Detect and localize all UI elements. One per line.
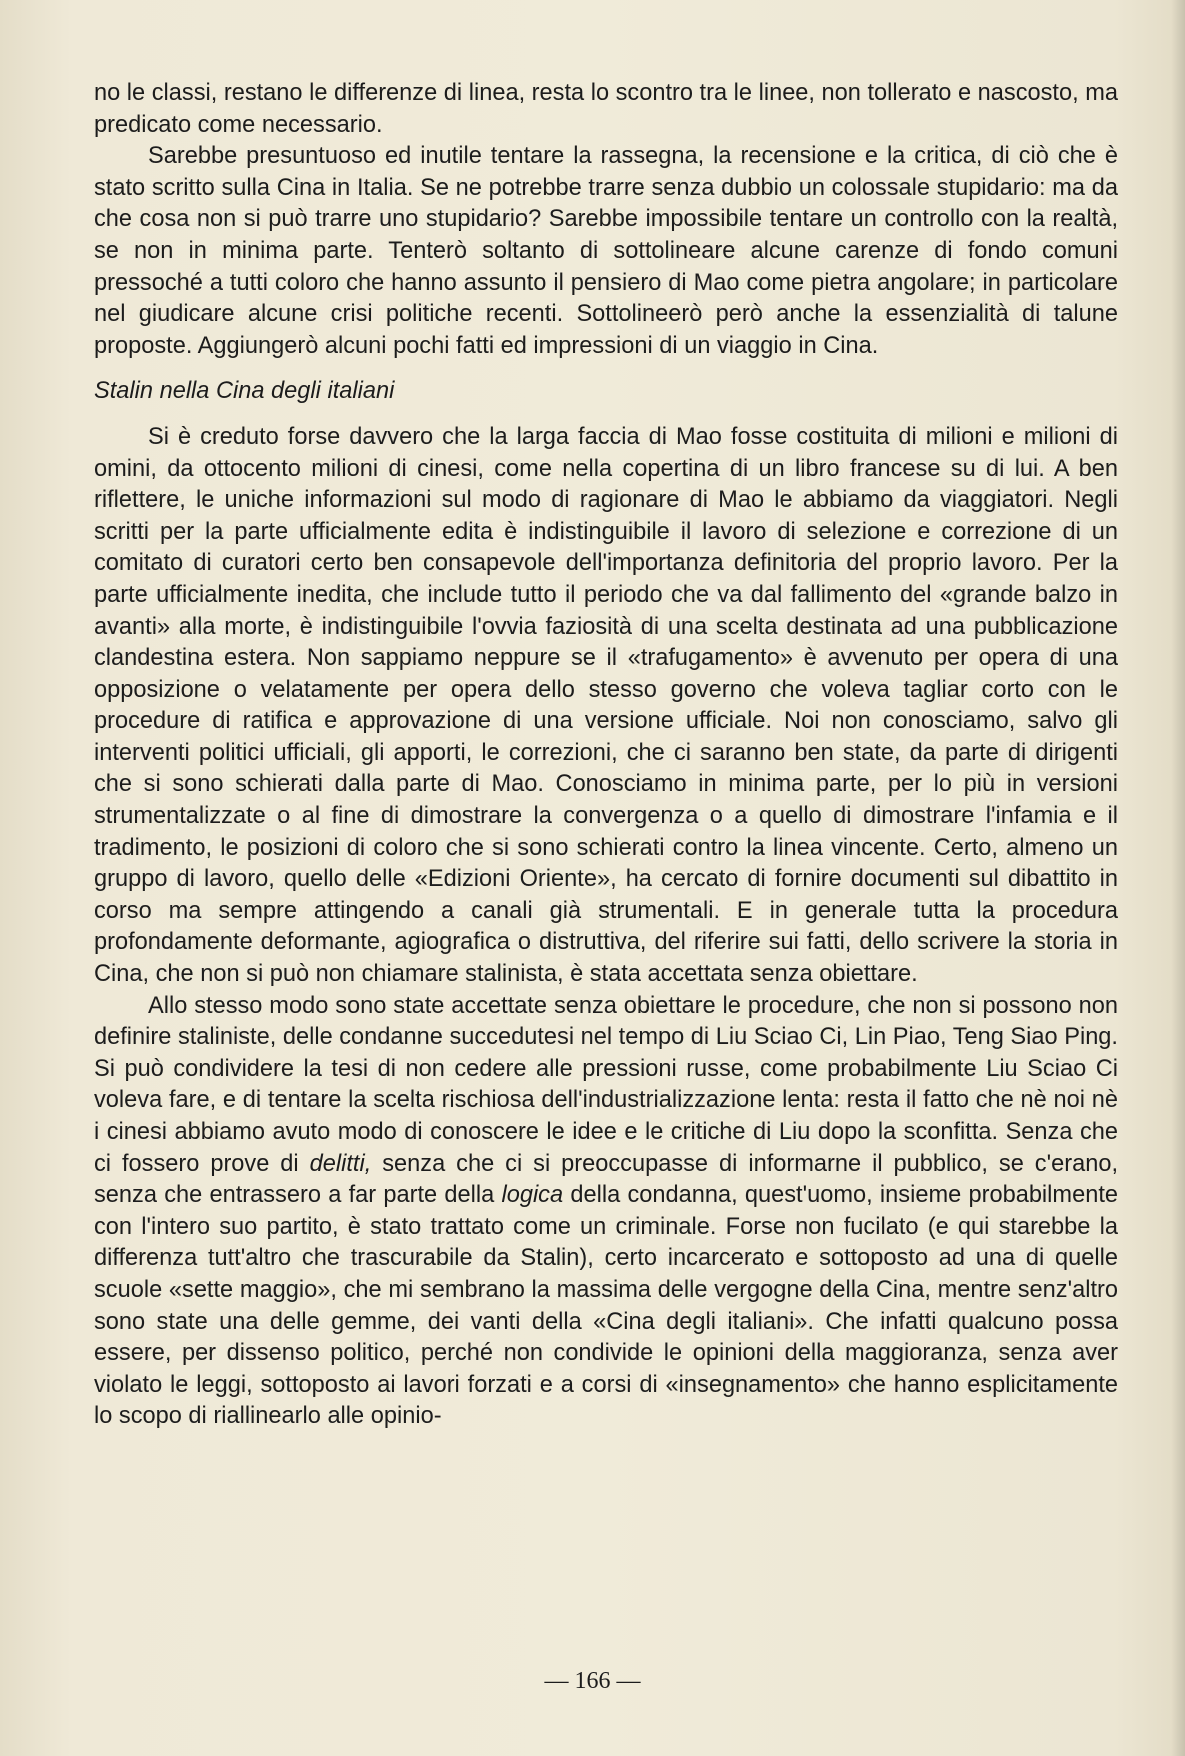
body-text bbox=[94, 78, 1118, 1433]
paragraph bbox=[94, 991, 1118, 1433]
emphasis-text: logica bbox=[501, 1182, 564, 1209]
page-number: — 166 — bbox=[544, 1668, 641, 1694]
paragraph-text: della condanna, quest'uomo, insieme probabilmente con l'intero suo partito, è stato trattato come un criminale. Forse non fucilato (e qui starebbe la differenza tutt'altro che trascurabile da Stalin), certo incarcerato e sottoposto ad una di quelle scuole «sette maggio», che mi sembrano la massima delle vergogne della Cina, mentre senz'altro sono state una delle gemme, dei vanti della «Cina degli italiani». Che infatti qualcuno possa essere, per dissenso politico, perché non condivide le opinioni della maggioranza, senza aver violato le leggi, sottoposto ai lavori forzati e a corsi di «insegnamento» che hanno esplicitamente lo scopo di riallinearlo alle opinio- bbox=[94, 1182, 1118, 1430]
emphasis-text: delitti, bbox=[309, 1150, 372, 1177]
paragraph: Si è creduto forse davvero che la larga faccia di Mao fosse costituita di milioni e milioni di omini, da ottocento milioni di cinesi, come nella copertina di un libro francese su di lui. A ben riflettere, le uniche informazioni sul modo di ragionare di Mao le abbiamo da viaggiatori. Negli scritti per la parte ufficialmente edita è indistinguibile il lavoro di selezione e correzione di un comitato di curatori certo ben consapevole dell'importanza definitoria del proprio lavoro. Per la parte ufficialmente inedita, che include tutto il periodo che va dal fallimento del «grande balzo in avanti» alla morte, è indistinguibile l'ovvia faziosità di una scelta destinata ad una pubblicazione clandestina estera. Non sappiamo neppure se il «trafugamento» è avvenuto per opera di una opposizione o velatamente per opera dello stesso governo che voleva tagliar corto con le procedure di ratifica e approvazione di una versione ufficiale. Noi non conosciamo, salvo gli interventi politici ufficiali, gli apporti, le correzioni, che ci saranno ben state, da parte di dirigenti che si sono schierati dalla parte di Mao. Conosciamo in minima parte, per lo più in versioni strumentalizzate o al fine di dimostrare la convergenza o a quello di dimostrare l'infamia e il tradimento, le posizioni di coloro che si sono schierati contro la linea vincente. Certo, almeno un gruppo di lavoro, quello delle «Edizioni Oriente», ha cercato di fornire documenti sul dibattito in corso ma sempre attingendo a canali già strumentali. E in generale tutta la procedura profondamente deformante, agiografica o distruttiva, del riferire sui fatti, dello scrivere la storia in Cina, che non si può non chiamare stalinista, è stata accettata senza obiettare. bbox=[94, 423, 1118, 988]
section-heading: Stalin nella Cina degli italiani bbox=[94, 378, 395, 405]
paragraph-continuation: no le classi, restano le differenze di linea, resta lo scontro tra le linee, non tollerato e nascosto, ma predicato come necessario. bbox=[94, 80, 1118, 138]
paragraph-text: Allo stesso modo sono state accettate senza obiettare le procedure, che non si possono non definire staliniste, delle condanne succedutesi nel tempo di Liu Sciao Ci, Lin Piao, Teng Siao Ping. Si può condividere la tesi di non cedere alle pressioni russe, come probabilmente Liu Sciao Ci voleva fare, e di tentare la scelta rischiosa dell'industrializzazione lenta: resta il fatto che nè noi nè i cinesi abbiamo avuto modo di conoscere le idee e le critiche di Liu dopo la sconfitta. Senza che ci fossero prove di bbox=[94, 992, 1118, 1177]
paragraph: Sarebbe presuntuoso ed inutile tentare la rassegna, la recensione e la critica, di ciò che è stato scritto sulla Cina in Italia. Se ne potrebbe trarre senza dubbio un colossale stupidario: ma da che cosa non si può trarre uno stupidario? Sarebbe impossibile tentare un controllo con la realtà, se non in minima parte. Tenterò soltanto di sottolineare alcune carenze di fondo comuni pressoché a tutti coloro che hanno assunto il pensiero di Mao come pietra angolare; in particolare nel giudicare alcune crisi politiche recenti. Sottolineerò però anche la essenzialità di talune proposte. Aggiungerò alcuni pochi fatti ed impressioni di un viaggio in Cina. bbox=[94, 143, 1118, 359]
paragraph-text: senza che ci si preoccupasse di informarne il pubblico, se c'erano, senza che entrassero a far parte della bbox=[94, 1150, 1119, 1209]
page-edge-shadow bbox=[1171, 0, 1185, 1756]
